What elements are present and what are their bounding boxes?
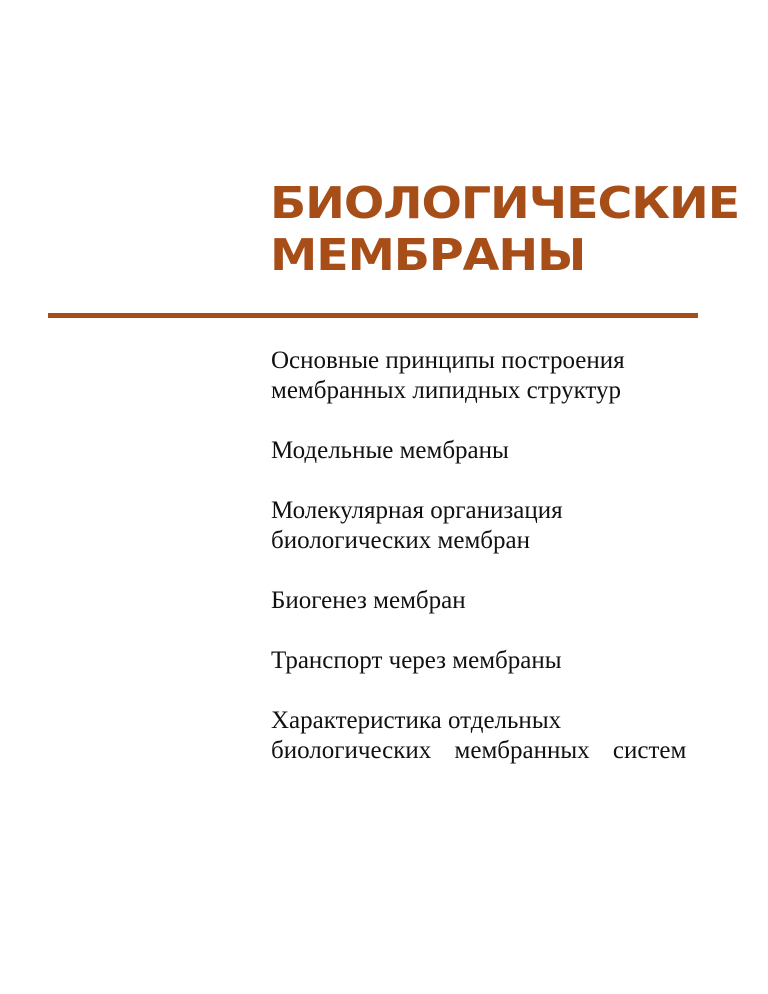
title-line-2: МЕМБРАНЫ <box>270 230 586 281</box>
contents-item-line: Модельные мембраны <box>271 437 509 464</box>
contents-item-line: мембранных липидных структур <box>271 377 622 404</box>
contents-item-line: Транспорт через мембраны <box>271 647 562 674</box>
contents-item <box>271 436 686 466</box>
contents-item <box>271 346 686 406</box>
contents-item <box>271 586 686 616</box>
divider-rule <box>48 313 698 318</box>
contents-item-line: Основные принципы построения <box>271 347 625 374</box>
contents-item <box>271 706 686 766</box>
book-title <box>270 178 739 282</box>
contents-item-line: биологических мембранных систем <box>271 737 687 764</box>
contents-item-line: биологических мембран <box>271 527 530 554</box>
contents-list <box>271 346 686 796</box>
title-line-1: БИОЛОГИЧЕСКИЕ <box>270 178 740 229</box>
contents-item-line: Молекулярная организация <box>271 497 563 524</box>
contents-item <box>271 646 686 676</box>
contents-item <box>271 496 686 556</box>
contents-item-line: Характеристика отдельных <box>271 707 562 734</box>
contents-item-line: Биогенез мембран <box>271 587 466 614</box>
